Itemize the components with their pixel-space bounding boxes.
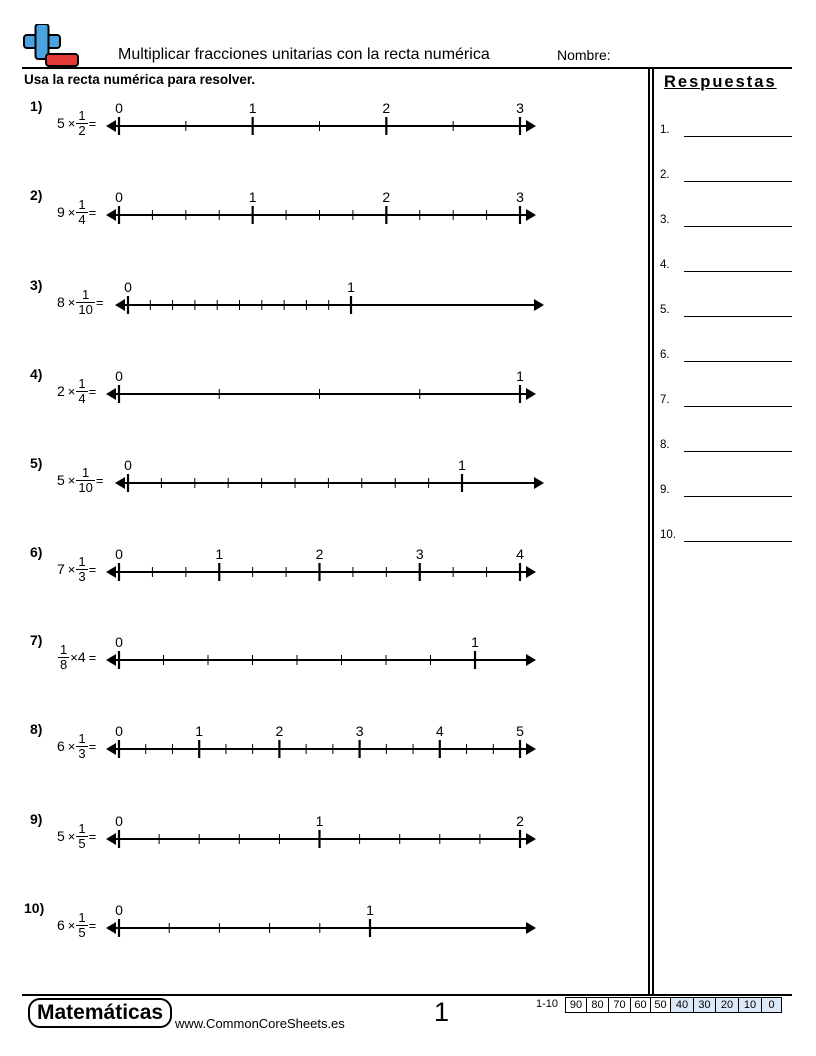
- equals-sign: =: [88, 204, 97, 220]
- answer-blank: [684, 181, 792, 182]
- times-sign: ×: [67, 738, 76, 754]
- tick-label: 0: [115, 813, 123, 829]
- answer-label: 9.: [660, 484, 670, 496]
- times-sign: ×: [67, 561, 76, 577]
- problem-row: [0, 366, 640, 426]
- tick-label: 1: [215, 546, 224, 562]
- tick-label: 0: [115, 100, 123, 116]
- times-sign: ×: [67, 828, 76, 844]
- problem-row: [0, 187, 640, 247]
- left-arrow-icon: [115, 477, 125, 489]
- name-label: Nombre:: [557, 47, 611, 63]
- answer-blank: [684, 406, 792, 407]
- number-line: [0, 98, 640, 158]
- fraction-denominator: 8: [60, 656, 68, 672]
- answer-label: 6.: [660, 349, 670, 361]
- number-line: [0, 544, 640, 604]
- times-sign: ×: [67, 472, 76, 488]
- whole-number: 2: [57, 383, 65, 399]
- equals-sign: =: [88, 649, 97, 665]
- right-arrow-icon: [526, 743, 536, 755]
- answer-blank: [684, 541, 792, 542]
- left-arrow-icon: [106, 922, 116, 934]
- left-arrow-icon: [106, 209, 116, 221]
- times-sign: ×: [70, 649, 78, 665]
- tick-label: 2: [516, 813, 524, 829]
- problem-row: [0, 632, 640, 692]
- number-line: [0, 632, 640, 692]
- equals-sign: =: [88, 917, 97, 933]
- problem-row: [0, 455, 640, 515]
- problem-number: 2): [30, 187, 43, 203]
- tick-label: 2: [315, 546, 324, 562]
- score-cell: 0: [762, 997, 782, 1013]
- problem-number: 4): [30, 366, 43, 382]
- tick-label: 0: [115, 902, 123, 918]
- problem-row: [0, 721, 640, 781]
- right-arrow-icon: [526, 566, 536, 578]
- tick-label: 4: [435, 723, 444, 739]
- times-sign: ×: [67, 204, 76, 220]
- fraction-numerator: 1: [82, 464, 90, 480]
- tick-label: 1: [315, 813, 324, 829]
- fraction-numerator: 1: [78, 909, 86, 925]
- tick-label: 3: [355, 723, 364, 739]
- left-arrow-icon: [106, 654, 116, 666]
- fraction-denominator: 4: [78, 390, 86, 406]
- equals-sign: =: [95, 294, 104, 310]
- fraction-numerator: 1: [78, 107, 86, 123]
- answer-line-1: [660, 124, 795, 144]
- tick-label: 0: [115, 546, 123, 562]
- equals-sign: =: [88, 383, 97, 399]
- whole-number: 6: [57, 917, 65, 933]
- footer-rule: [22, 994, 792, 996]
- left-arrow-icon: [106, 388, 116, 400]
- tick-label: 1: [248, 100, 257, 116]
- equals-sign: =: [88, 115, 97, 131]
- fraction-numerator: 1: [78, 820, 86, 836]
- answer-blank: [684, 316, 792, 317]
- tick-label: 0: [115, 634, 123, 650]
- answer-label: 3.: [660, 214, 670, 226]
- problem-row: [0, 544, 640, 604]
- problem-number: 10): [24, 900, 45, 916]
- tick-label: 1: [347, 279, 355, 295]
- left-arrow-icon: [106, 743, 116, 755]
- score-cell: 60: [631, 997, 651, 1013]
- tick-label: 0: [115, 368, 123, 384]
- fraction-denominator: 10: [78, 301, 93, 317]
- answer-label: 4.: [660, 259, 670, 271]
- number-line: [0, 721, 640, 781]
- header-rule: [22, 67, 792, 69]
- answer-blank: [684, 361, 792, 362]
- answer-blank: [684, 451, 792, 452]
- answer-blank: [684, 496, 792, 497]
- answer-line-8: [660, 439, 795, 459]
- answer-line-6: [660, 349, 795, 369]
- number-line: [0, 366, 640, 426]
- answer-line-5: [660, 304, 795, 324]
- answer-label: 7.: [660, 394, 670, 406]
- number-line: [0, 277, 640, 337]
- tick-label: 0: [115, 189, 123, 205]
- times-sign: ×: [67, 917, 76, 933]
- score-cell: 20: [716, 997, 739, 1013]
- tick-label: 1: [248, 189, 257, 205]
- answer-label: 5.: [660, 304, 670, 316]
- site-url: www.CommonCoreSheets.es: [175, 1016, 345, 1031]
- right-arrow-icon: [526, 120, 536, 132]
- score-cell: 10: [739, 997, 762, 1013]
- tick-label: 5: [516, 723, 524, 739]
- problem-number: 7): [30, 632, 43, 648]
- problem-number: 5): [30, 455, 43, 471]
- problem-row: [0, 277, 640, 337]
- score-cell: 90: [565, 997, 587, 1013]
- right-arrow-icon: [526, 209, 536, 221]
- score-cell: 80: [587, 997, 609, 1013]
- worksheet-title: Multiplicar fracciones unitarias con la recta numérica: [118, 46, 490, 63]
- problem-row: [0, 811, 640, 871]
- left-arrow-icon: [106, 566, 116, 578]
- right-arrow-icon: [534, 299, 544, 311]
- fraction-denominator: 5: [78, 835, 86, 851]
- tick-label: 3: [516, 100, 524, 116]
- times-sign: ×: [67, 115, 76, 131]
- right-arrow-icon: [534, 477, 544, 489]
- tick-label: 4: [516, 546, 524, 562]
- problem-number: 6): [30, 544, 43, 560]
- answer-label: 2.: [660, 169, 670, 181]
- fraction-numerator: 1: [82, 286, 90, 302]
- left-arrow-icon: [115, 299, 125, 311]
- tick-label: 2: [382, 189, 391, 205]
- tick-label: 0: [124, 279, 132, 295]
- fraction-numerator: 1: [78, 375, 86, 391]
- score-cell: 70: [609, 997, 631, 1013]
- answer-blank: [684, 136, 792, 137]
- answer-line-3: [660, 214, 795, 234]
- tick-label: 0: [115, 723, 123, 739]
- answer-blank: [684, 271, 792, 272]
- answer-line-7: [660, 394, 795, 414]
- answer-label: 1.: [660, 124, 670, 136]
- whole-number: 5: [57, 828, 65, 844]
- left-arrow-icon: [106, 120, 116, 132]
- problem-row: [0, 900, 640, 960]
- problem-number: 1): [30, 98, 43, 114]
- right-arrow-icon: [526, 388, 536, 400]
- answer-line-4: [660, 259, 795, 279]
- fraction-denominator: 10: [78, 479, 93, 495]
- fraction-denominator: 3: [78, 568, 86, 584]
- fraction-numerator: 1: [78, 730, 86, 746]
- tick-label: 2: [275, 723, 284, 739]
- instructions: Usa la recta numérica para resolver.: [24, 72, 256, 87]
- fraction-numerator: 1: [78, 196, 86, 212]
- times-sign: ×: [67, 294, 76, 310]
- equals-sign: =: [88, 738, 97, 754]
- score-cell: 30: [694, 997, 716, 1013]
- whole-number: 4: [77, 649, 86, 665]
- answer-line-10: [660, 529, 795, 549]
- fraction-numerator: 1: [78, 553, 86, 569]
- answers-title: Respuestas: [664, 73, 777, 91]
- answer-line-9: [660, 484, 795, 504]
- tick-label: 1: [471, 634, 479, 650]
- tick-label: 0: [124, 457, 132, 473]
- score-cell: 40: [671, 997, 694, 1013]
- fraction-denominator: 4: [78, 211, 86, 227]
- whole-number: 8: [57, 294, 65, 310]
- tick-label: 1: [366, 902, 374, 918]
- answer-column-divider: [648, 69, 654, 995]
- equals-sign: =: [88, 828, 97, 844]
- equals-sign: =: [95, 472, 104, 488]
- tick-label: 1: [458, 457, 466, 473]
- number-line: [0, 455, 640, 515]
- score-cell: 50: [651, 997, 671, 1013]
- number-line: [0, 900, 640, 960]
- right-arrow-icon: [526, 833, 536, 845]
- whole-number: 9: [57, 204, 65, 220]
- times-sign: ×: [67, 383, 76, 399]
- tick-label: 3: [415, 546, 424, 562]
- whole-number: 5: [57, 115, 65, 131]
- answer-label: 8.: [660, 439, 670, 451]
- answer-line-2: [660, 169, 795, 189]
- score-range-label: 1-10: [536, 998, 559, 1010]
- tick-label: 1: [516, 368, 524, 384]
- fraction-numerator: 1: [60, 641, 68, 657]
- right-arrow-icon: [526, 654, 536, 666]
- fraction-denominator: 5: [78, 924, 86, 940]
- fraction-denominator: 3: [78, 745, 86, 761]
- whole-number: 6: [57, 738, 65, 754]
- score-table: [565, 997, 782, 1013]
- fraction-denominator: 2: [78, 122, 86, 138]
- tick-label: 2: [382, 100, 391, 116]
- equals-sign: =: [88, 561, 97, 577]
- number-line: [0, 811, 640, 871]
- problem-row: [0, 98, 640, 158]
- whole-number: 5: [57, 472, 65, 488]
- number-line: [0, 187, 640, 247]
- problem-number: 3): [30, 277, 43, 293]
- tick-label: 1: [195, 723, 204, 739]
- answer-blank: [684, 226, 792, 227]
- answer-label: 10.: [660, 529, 676, 541]
- page-number: 1: [434, 997, 450, 1027]
- plus-minus-logo-icon: [22, 24, 80, 68]
- tick-label: 3: [516, 189, 524, 205]
- whole-number: 7: [57, 561, 65, 577]
- brand-badge: Matemáticas: [28, 998, 172, 1028]
- problem-number: 8): [30, 721, 43, 737]
- right-arrow-icon: [526, 922, 536, 934]
- problem-number: 9): [30, 811, 43, 827]
- left-arrow-icon: [106, 833, 116, 845]
